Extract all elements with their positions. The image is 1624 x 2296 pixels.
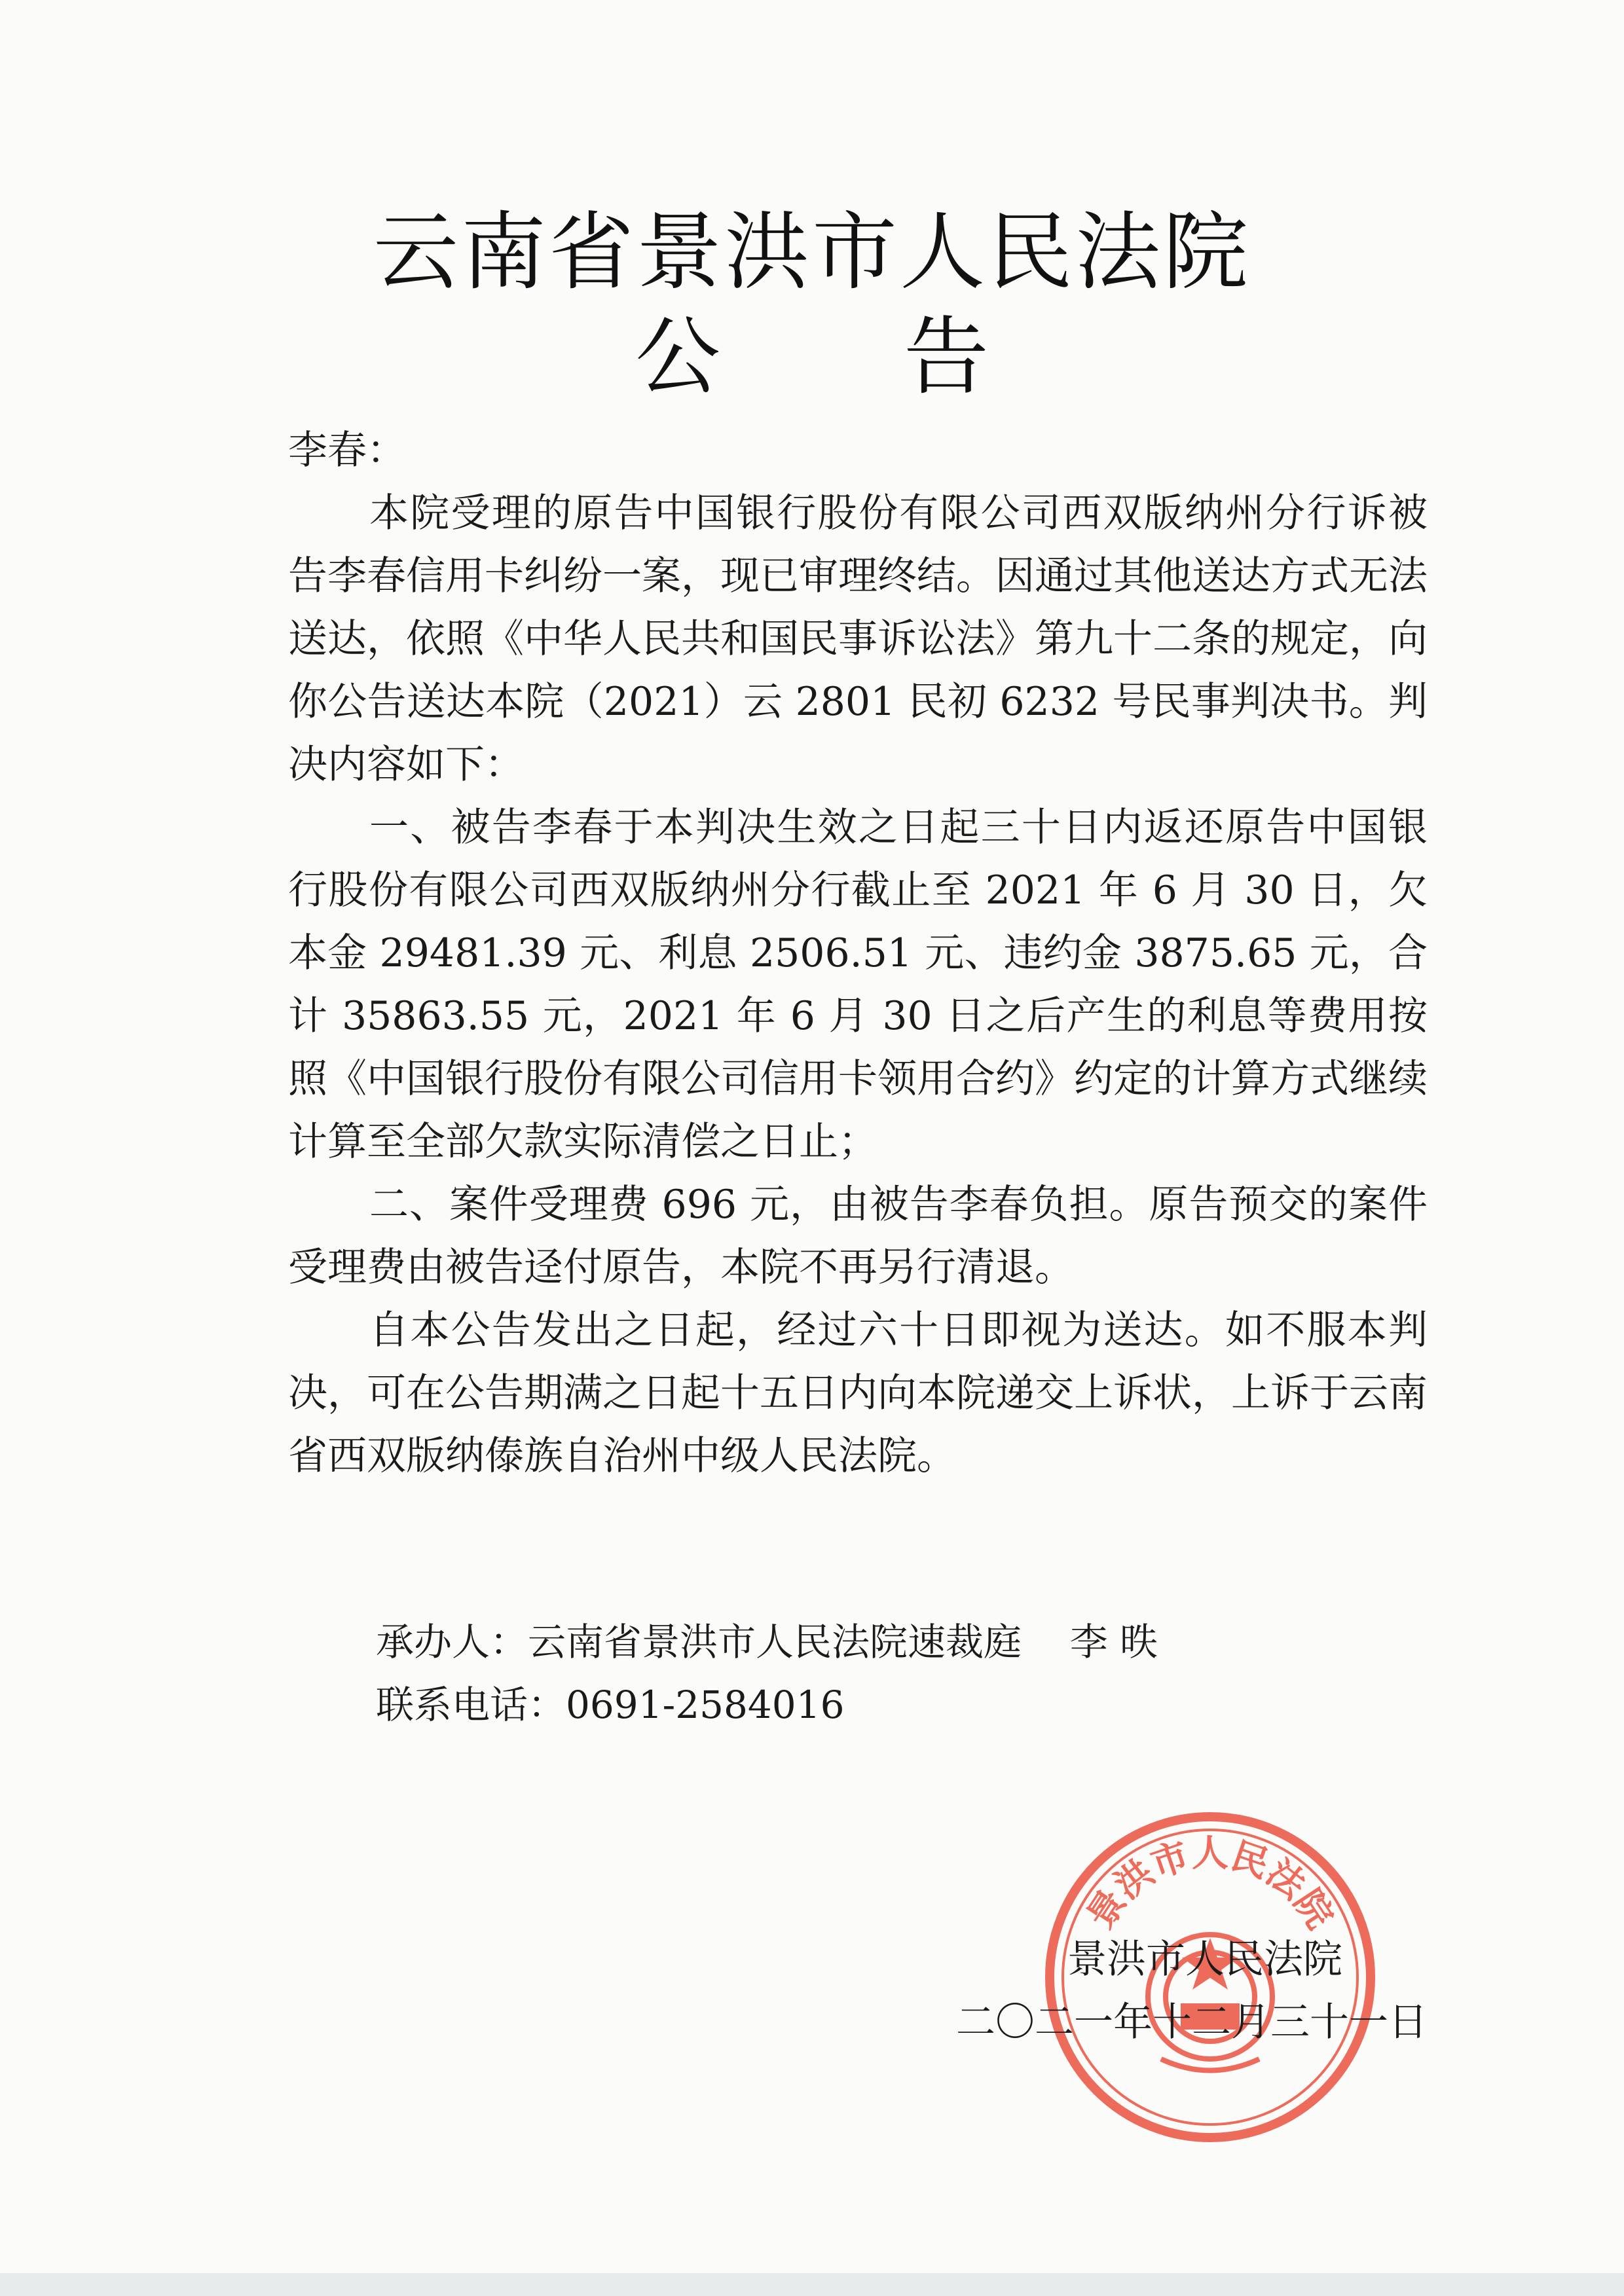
addressee: 李春： [288, 428, 406, 473]
signature-court: 景洪市人民法院 [1067, 1937, 1342, 1982]
paragraph-intro: 本院受理的原告中国银行股份有限公司西双版纳州分行诉被告李春信用卡纠纷一案，现已审理终结。因通过其他送达方式无法送达，依照《中华人民共和国民事诉讼法》第九十二条的规定，向你公告送达本院（2021）云 2801 民初 6232 号民事判决书。判决内容如下： [288, 490, 1428, 788]
notice-body [288, 419, 1428, 1487]
phone-line: 联系电话：0691-2584016 [376, 1683, 845, 1727]
seal-text: 景洪市人民法院 [1079, 1832, 1341, 1937]
paragraph-service: 自本公告发出之日起，经过六十日即视为送达。如不服本判决，可在公告期满之日起十五日内向本院递交上诉状，上诉于云南省西双版纳傣族自治州中级人民法院。 [288, 1307, 1428, 1479]
signature-block [956, 1928, 1428, 2054]
court-title: 云南省景洪市人民法院 [373, 202, 1251, 302]
handler-line: 承办人：云南省景洪市人民法院速裁庭 李 昳 [376, 1620, 1158, 1664]
contact-block [376, 1611, 1158, 1736]
signature-date: 二〇二一年十二月三十一日 [956, 1999, 1428, 2045]
notice-title: 公告 [635, 307, 1172, 407]
scan-bottom-edge [0, 2273, 1624, 2296]
paragraph-judgment-2: 二、案件受理费 696 元，由被告李春负担。原告预交的案件受理费由被告迳付原告，本院不再另行清退。 [288, 1182, 1428, 1290]
paragraph-judgment-1: 一、被告李春于本判决生效之日起三十日内返还原告中国银行股份有限公司西双版纳州分行截止至 2021 年 6 月 30 日，欠本金 29481.39 元、利息 2506.51 元、违约金 3875.65 元，合计 35863.55 元，2021 年 6 月 30 日之后产生的利息等费用按照《中国银行股份有限公司信用卡领用合约》约定的计算方式继续计算至全部欠款实际清偿之日止； [288, 805, 1428, 1165]
